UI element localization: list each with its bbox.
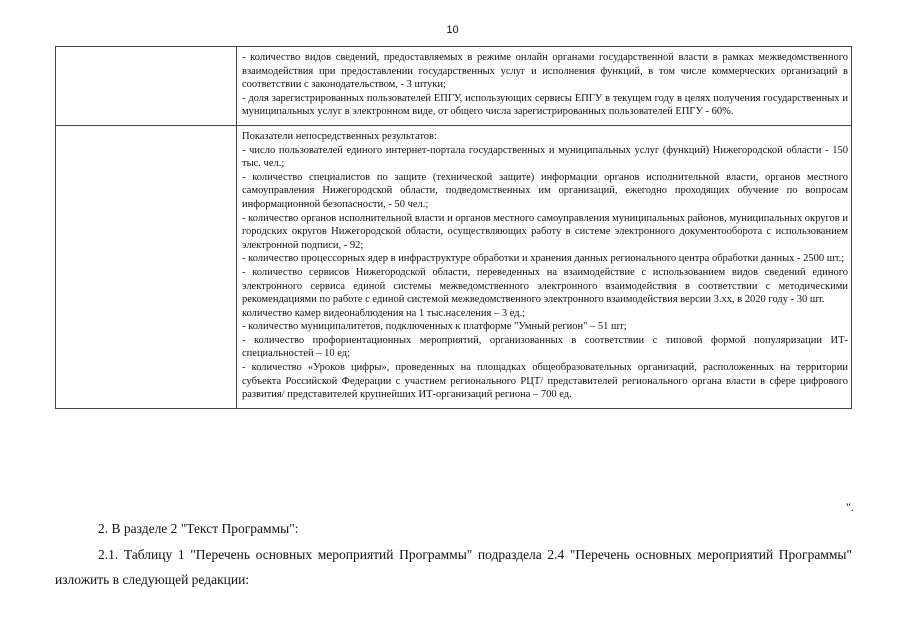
closing-quote-mark: ". — [846, 500, 854, 514]
table-cell-left — [56, 47, 237, 126]
table-row — [56, 125, 852, 408]
section-heading: 2. В разделе 2 "Текст Программы": — [98, 521, 299, 536]
page-number: 10 — [446, 24, 459, 36]
table-cell-right — [237, 47, 852, 126]
program-table — [55, 46, 852, 409]
direct-results-text: Показатели непосредственных результатов: - число пользователей единого интернет-портала государственных и муниципальных услуг (функций) Нижегородской области - 150 тыс. чел.; - количество специалистов по защите (технической защите) информации органов исполнительной власти, органов местного самоуправления Нижегородской области, подведомственных им организаций, ежегодно проходящих обучение по вопросам информационной безопасности, - 50 чел.; - количество органов исполнительной власти и органов местного самоуправления муниципальных районов, муниципальных округов и городских округов Нижегородской области, осуществляющих работу в системе электронного документооборота с использованием электронной подписи, - 92; - количество процессорных ядер в инфраструктуре обработки и хранения данных регионального центра обработки данных - 2500 шт.; - количество сервисов Нижегородской области, переведенных на взаимодействие с использованием видов сведений единого электронного сервиса единой системы межведомственного электронного взаимодействия в соответствии с методическими рекомендациями по работе с единой системой межведомственного электронного взаимодействия версии 3.хх, в 2020 году - 30 шт. количество камер видеонаблюдения на 1 тыс.населения – 3 ед.; - количество муниципалитетов, подключенных к платформе "Умный регион" – 51 шт; - количество профориентационных мероприятий, организованных в соответствии с типовой формой популяризации ИТ-специальностей – 10 ед; - количество «Уроков цифры», проведенных на площадках общеобразовательных организаций, расположенных на территории субъекта Российской Федерации с участием регионального РЦТ/ представителей регионального органа власти в сфере цифрового развития/ представителей крупнейших ИТ-организаций региона – 700 ед. — [242, 130, 848, 401]
body-paragraph: 2.1. Таблицу 1 "Перечень основных мероприятий Программы" подраздела 2.4 "Перечень основных мероприятий Программы" изложить в следующей редакции: — [55, 547, 852, 587]
table-cell-right — [237, 125, 852, 408]
table-cell-left — [56, 125, 237, 408]
indicators-text: - количество видов сведений, предоставляемых в режиме онлайн органами государственной власти в рамках межведомственного взаимодействия при предоставлении государственных услуг и исполнения функций, в том числе коммерческих организаций в соответствии с законодательством, - 3 штуки; - доля зарегистрированных пользователей ЕПГУ, использующих сервисы ЕПГУ в текущем году в целях получения государственных и муниципальных услуг в электронном виде, от общего числа зарегистрированных пользователей ЕПГУ - 60%. — [242, 52, 848, 118]
table-row — [56, 47, 852, 126]
